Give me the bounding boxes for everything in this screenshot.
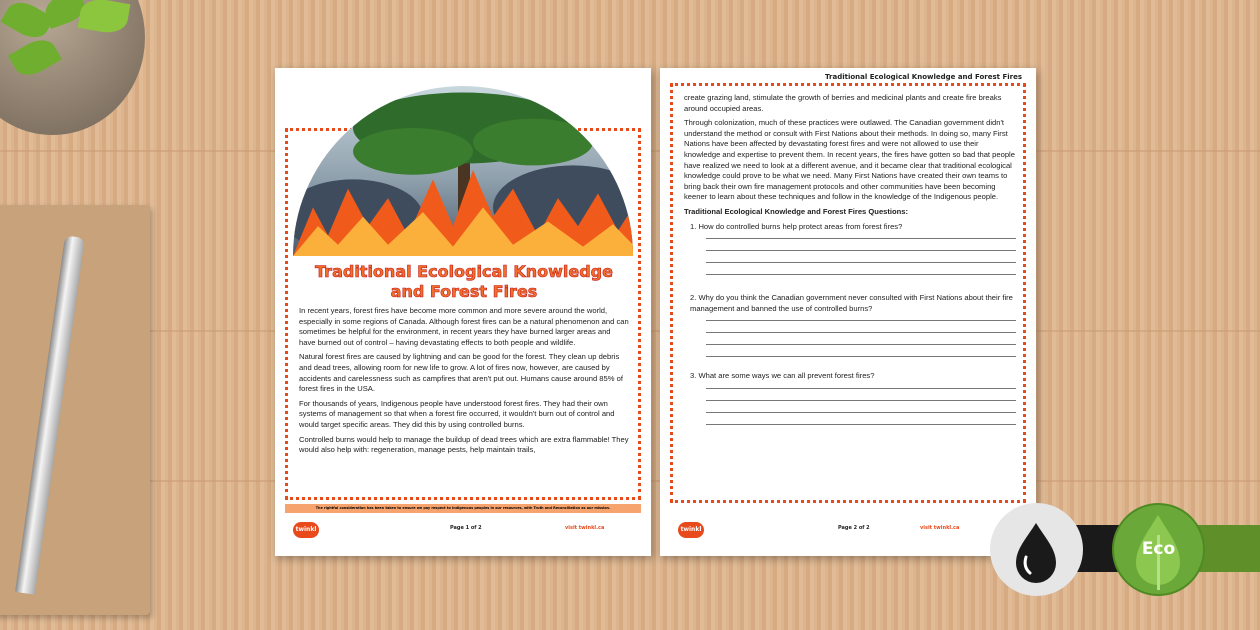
questions-heading: Traditional Ecological Knowledge and Forest Fires Questions: (684, 206, 909, 216)
page-number: Page 1 of 2 (450, 525, 482, 531)
answer-lines[interactable] (706, 238, 1016, 275)
eco-label: Eco (1141, 539, 1176, 559)
question: 2. Why do you think the Canadian government never consulted with First Nations about their fire management and banned the use of controlled burns? (690, 293, 1013, 313)
forest-fire-illustration (293, 86, 633, 256)
site-link[interactable]: visit twinkl.ca (920, 525, 960, 531)
worksheet-title (299, 262, 629, 302)
answer-lines[interactable] (706, 320, 1016, 357)
paragraph: In recent years, forest fires have become more common and more severe around the world, especially in some regions of Canada. Although forest fires can be a natural phenomenon and can sometimes be helpful for the environment, in recent years they have burned larger areas and have burned out of control – having devastating effects to both people and wildlife. (299, 306, 629, 347)
acknowledgement-banner: The rightful consideration has been taken to ensure we pay respect to Indigenous peoples in our resources, with Truth and Reconciliation as our mission. (285, 504, 641, 513)
paragraph: Through colonization, much of these practices were outlawed. The Canadian government didn't understand the method or consult with First Nations about their methods. In doing so, many First Nations have been affected by devastating forest fires and were not allowed to use their knowledge and expertise to prevent them. In recent years, the fires have gotten so bad that people have realized we need to look at a different avenue, and it became clear that traditional ecological knowledge could prove to be what we need. Many First Nations have created their own teams to bring back their own fire management protocols and other communities have been becoming keener to learn about these techniques and follow in the knowledge of the Indigenous people. (684, 118, 1015, 202)
title-line-2: and Forest Fires (390, 282, 538, 301)
question: 1. How do controlled burns help protect areas from forest fires? (690, 221, 903, 231)
paragraph: Controlled burns would help to manage the buildup of dead trees which are extra flammable! They would also help with: regeneration, manage pests, help maintain trails, (299, 434, 629, 455)
site-link[interactable]: visit twinkl.ca (565, 525, 605, 531)
answer-lines[interactable] (706, 388, 1016, 425)
title-line-1: Traditional Ecological Knowledge (315, 262, 613, 281)
page-header: Traditional Ecological Knowledge and Forest Fires (825, 73, 1022, 81)
paragraph: Natural forest fires are caused by lightning and can be good for the forest. They clean up debris and dead trees, allowing room for new life to grow. A lot of fires now, however, are caused by accidents and carelessness such as campfires that aren't put out. Humans cause around 85% of forest fires in the USA. (299, 352, 623, 394)
ink-badge (990, 503, 1083, 596)
twinkl-logo: twinkl (678, 522, 704, 538)
twinkl-logo: twinkl (293, 522, 319, 538)
paragraph: For thousands of years, Indigenous people have understood forest fires. They had their own systems of management so that when a forest fire occurred, it wouldn't burn out of control and would target specific areas. They did this by using controlled burns. (299, 398, 615, 429)
paragraph: create grazing land, stimulate the growth of berries and medicinal plants and create fire breaks around occupied areas. (684, 93, 1002, 113)
worksheet-page-2 (660, 68, 1036, 556)
worksheet-page-1 (275, 68, 651, 556)
question: 3. What are some ways we can all prevent forest fires? (690, 371, 875, 381)
ink-drop-icon (990, 503, 1083, 596)
page-number: Page 2 of 2 (838, 525, 870, 531)
eco-badge (1112, 503, 1205, 596)
